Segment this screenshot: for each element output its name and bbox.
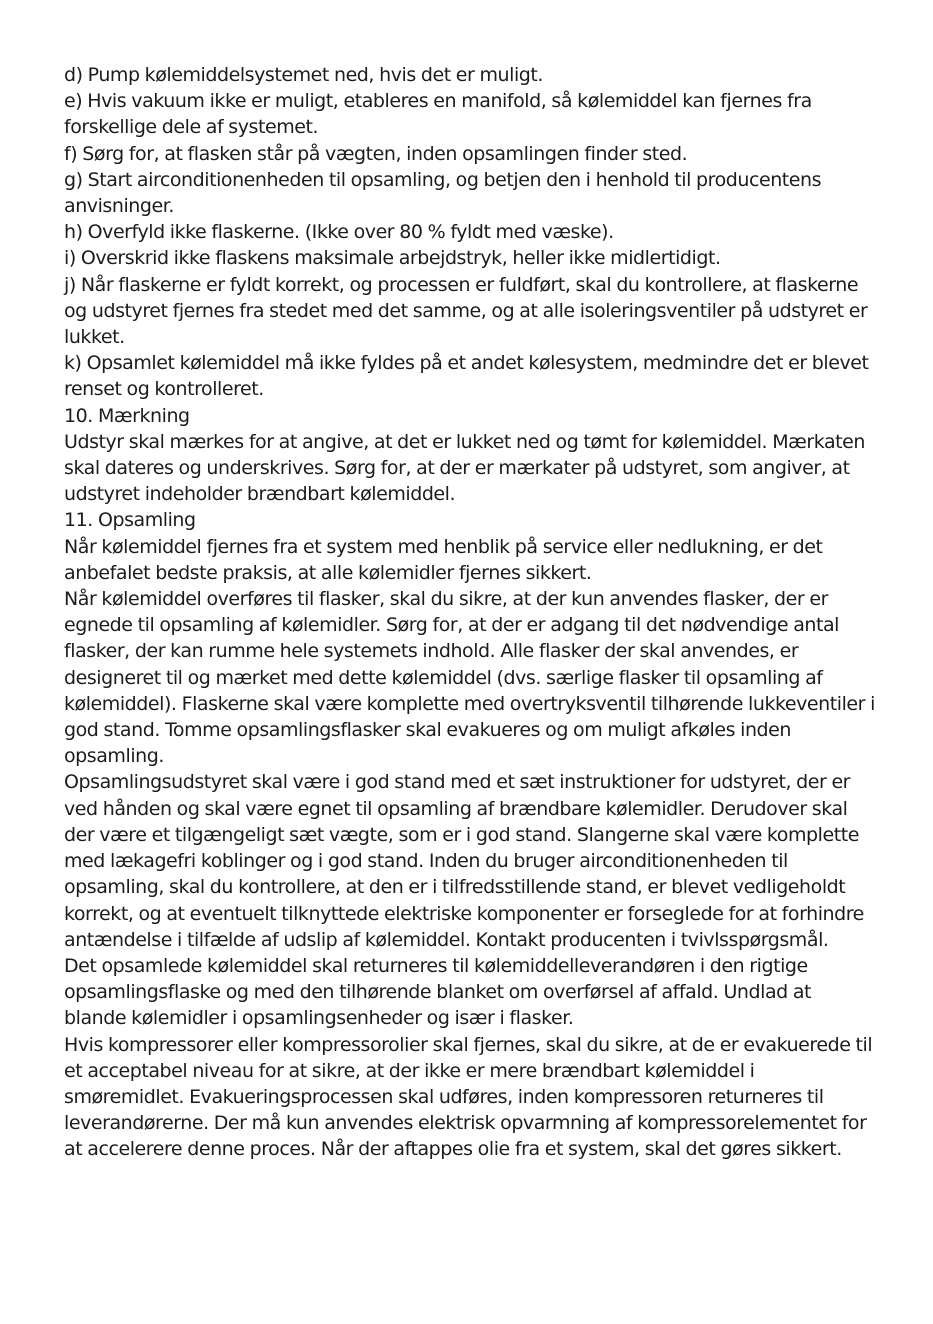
section-heading-10: 10. Mærkning <box>64 404 190 427</box>
section-11-paragraph-1: Når kølemiddel fjernes fra et system med henblik på service eller nedlukning, er det anbefalet bedste praksis, at alle kølemidler fjernes sikkert. <box>64 535 823 584</box>
section-heading-11: 11. Opsamling <box>64 509 196 532</box>
list-item-i: i) Overskrid ikke flaskens maksimale arbejdstryk, heller ikke midlertidigt. <box>64 247 721 270</box>
list-item-g: g) Start airconditionenheden til opsamling, og betjen den i henhold til producentens anvisninger. <box>64 168 822 218</box>
list-item-f: f) Sørg for, at flasken står på vægten, inden opsamlingen finder sted. <box>64 142 688 165</box>
list-item-h: h) Overfyld ikke flaskerne. (Ikke over 80 % fyldt med væske). <box>64 221 614 244</box>
list-item-j: j) Når flaskerne er fyldt korrekt, og processen er fuldført, skal du kontrollere, at flaskerne og udstyret fjernes fra stedet med det samme, og at alle isoleringsventiler på udstyret er lukket. <box>64 273 868 349</box>
section-11-paragraph-2: Når kølemiddel overføres til flasker, skal du sikre, at der kun anvendes flasker, der er egnede til opsamling af kølemidler. Sørg for, at der er adgang til det nødvendige antal flasker, der kan rumme hele systemets indhold. Alle flasker der skal anvendes, er designeret til og mærket med dette kølemiddel (dvs. særlige flasker til opsamling af kølemiddel). Flaskerne skal være komplette med overtryksventil tilhørende lukkeventiler i god stand. Tomme opsamlingsflasker skal evakueres og om muligt afkøles inden opsamling. <box>64 588 875 768</box>
document-page <box>64 62 876 1163</box>
section-11-paragraph-5: Hvis kompressorer eller kompressorolier skal fjernes, skal du sikre, at de er evakuerede til et acceptabel niveau for at sikre, at der ikke er mere brændbart kølemiddel i smøremidlet. Evakueringsprocessen skal udføres, inden kompressoren returneres til leverandørerne. Der må kun anvendes elektrisk opvarmning af kompressorelementet for at accelerere denne proces. Når der aftappes olie fra et system, skal det gøres sikkert. <box>64 1033 873 1161</box>
list-item-k: k) Opsamlet kølemiddel må ikke fyldes på et andet kølesystem, medmindre det er blevet renset og kontrolleret. <box>64 352 869 401</box>
section-11-paragraph-4: Det opsamlede kølemiddel skal returneres til kølemiddelleverandøren i den rigtige opsamlingsflaske og med den tilhørende blanket om overførsel af affald. Undlad at blande kølemidler i opsamlingsenheder og især i flasker. <box>64 954 812 1030</box>
section-11-paragraph-3: Opsamlingsudstyret skal være i god stand med et sæt instruktioner for udstyret, der er ved hånden og skal være egnet til opsamling af brændbare kølemidler. Derudover skal der være et tilgængeligt sæt vægte, som er i god stand. Slangerne skal være komplette med lækagefri koblinger og i god stand. Inden du bruger airconditionenheden til opsamling, skal du kontrollere, at den er i tilfredsstillende stand, er blevet vedligeholdt korrekt, og at eventuelt tilknyttede elektriske komponenter er forseglede for at forhindre antændelse i tilfælde af udslip af kølemiddel. Kontakt producenten i tvivlsspørgsmål. <box>64 771 864 951</box>
list-item-d: d) Pump kølemiddelsystemet ned, hvis det er muligt. <box>64 64 543 86</box>
section-10-paragraph: Udstyr skal mærkes for at angive, at det er lukket ned og tømt for kølemiddel. Mærkaten skal dateres og underskrives. Sørg for, at der er mærkater på udstyret, som angiver, at udstyret indeholder brændbart kølemiddel. <box>64 430 865 506</box>
list-item-e: e) Hvis vakuum ikke er muligt, etableres en manifold, så kølemiddel kan fjernes fra forskellige dele af systemet. <box>64 90 812 139</box>
